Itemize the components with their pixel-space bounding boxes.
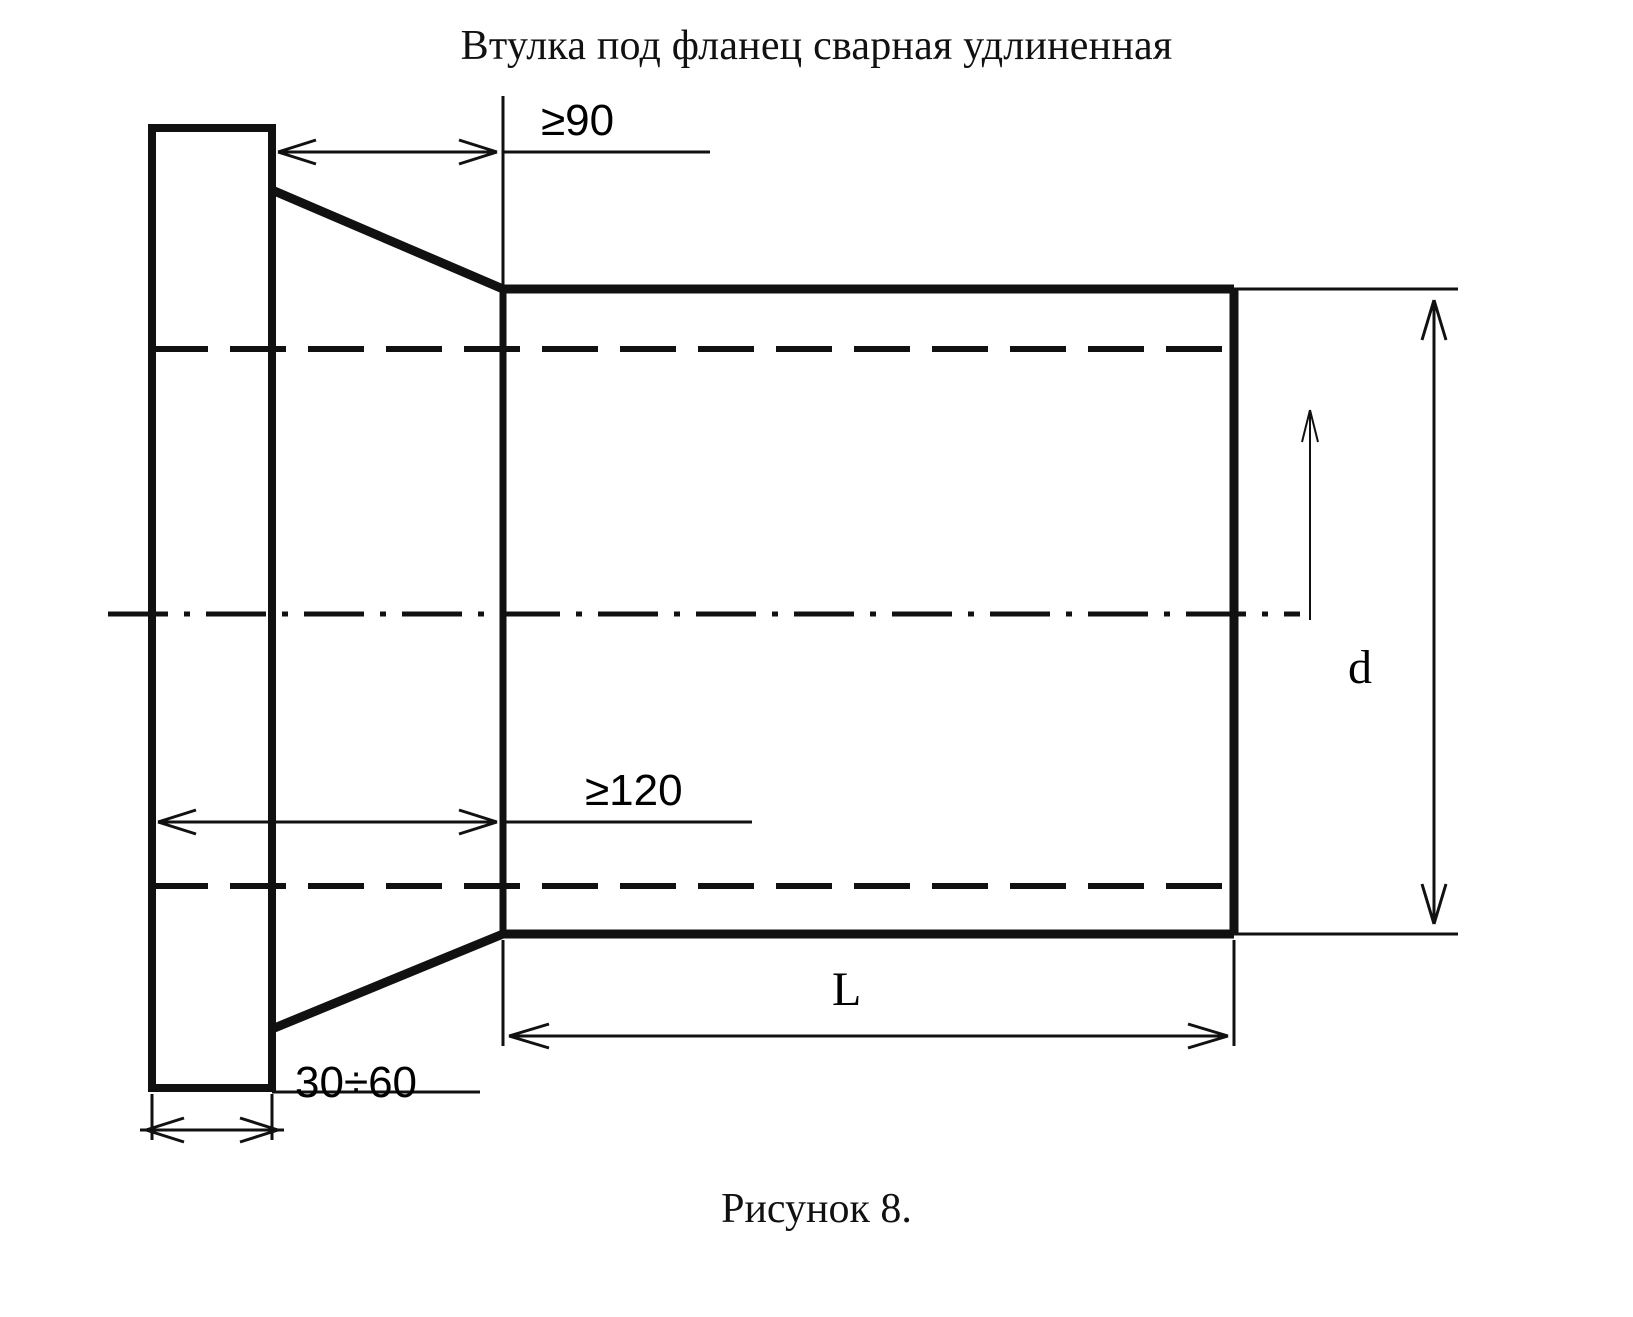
cone-upper-outline [272, 190, 503, 289]
dimension-label-mid-120: ≥120 [585, 766, 683, 815]
dimension-label-top-90: ≥90 [541, 96, 615, 145]
figure-caption: Рисунок 8. [721, 1186, 912, 1232]
dimension-line-length-L [503, 940, 1234, 1048]
dimension-label-length-L: L [832, 963, 862, 1016]
dimension-label-diameter-d: d [1348, 641, 1372, 694]
dimension-label-flange-thickness: 30÷60 [295, 1058, 418, 1107]
cone-lower-outline [272, 934, 503, 1029]
figure-title: Втулка под фланец сварная удлиненная [460, 23, 1173, 69]
extension-lines-top [272, 96, 503, 289]
bore-dashed-lines [152, 349, 1234, 886]
dimension-line-top-90 [278, 140, 710, 164]
flange-outline [152, 128, 272, 1088]
